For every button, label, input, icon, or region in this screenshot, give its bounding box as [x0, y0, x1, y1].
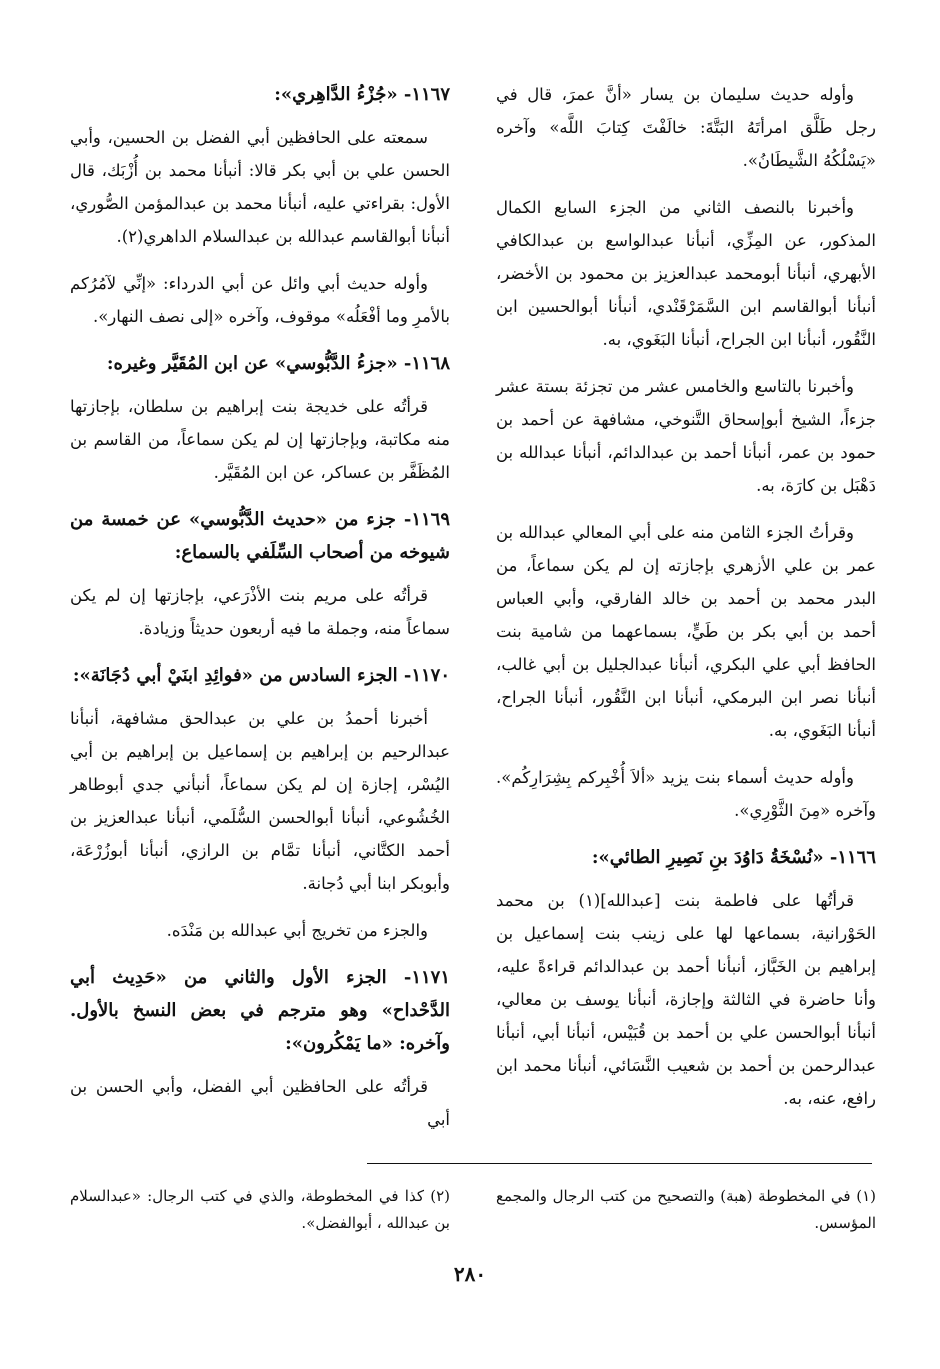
paragraph: قرأتُه على مريم بنت الأذْرَعي، بإجازتها إن لم يكن سماعاً منه، وجملة ما فيه أربعون حديثاً وزيادة.	[70, 586, 450, 638]
paragraph: والجزء من تخريج أبي عبدالله بن مَنْدَه.	[166, 921, 428, 940]
footnote-2: (٢) كذا في المخطوطة، والذي في كتب الرجال: «عبدالسلام بن عبدالله ، أبوالفضل».	[70, 1187, 450, 1232]
footnote-divider	[367, 1163, 872, 1164]
section-heading: ١١٧١- الجزء الأول والثاني من «حَدِيث أبي الدَّحْداح» وهو مترجم في بعض النسخ بالأول. وآخره: «ما يَمْكُرون»:	[70, 967, 450, 1054]
right-column	[496, 78, 876, 1129]
paragraph: سمعته على الحافظين أبي الفضل بن الحسين، وأبي الحسن علي بن أبي بكر قالا: أنبأنا محمد بن أُزْبَك، قال الأول: بقراءتي عليه، أنبأنا محمد بن عبدالمؤمن الصُّوري، أنبأنا أبوالقاسم عبدالله بن عبدالسلام الداهري(٢).	[70, 128, 450, 246]
section-heading: ١١٦٧- «جُزْءُ الدَّاهِري»:	[274, 84, 450, 105]
paragraph: وأوله حديث سليمان بن يسار «أنَّ عمرَ، قال في رجل طَلَّق امرأتَهُ البَتَّةَ: خالَفْتَ كِتابَ اللَّه» وآخره «يَسْلُكُهُ الشَّيطَانُ».	[496, 85, 876, 170]
paragraph: وأخبرنا بالتاسع والخامس عشر من تجزئة بستة عشر جزءاً، الشيخ أبوإسحاق التَّنوخي، مشافهة عن أحمد بن حمود بن عمر، أنبأنا أحمد بن عبدالدائم، أنبأنا عبدالله بن دَهْبَل بن كارَة، به.	[496, 377, 876, 495]
paragraph: قرأتُها على فاطمة بنت [عبدالله](١) بن محمد الحَوْرانية، بسماعها لها على زينب بنت إسماعيل بن إبراهيم بن الخَبَّاز، أنبأنا أحمد بن عبدالدائم قراءةً عليه، وأنا حاضرة في الثالثة وإجازة، أنبأنا يوسف بن معالي، أنبأنا أبوالحسن علي بن أحمد بن قُبَيْس، أنبأنا أبي، أنبأنا عبدالرحمن بن أحمد بن شعيب النَّسَائي، أنبأنا محمد ابن رافع، عنه، به.	[496, 891, 876, 1108]
section-heading: ١١٧٠- الجزء السادس من «فوائِدِ ابنَيْ أبي دُجَانَة»:	[72, 665, 450, 686]
section-heading: ١١٦٦- «نُسْخَةُ دَاوُدَ بنِ نَصِيرِ الطائي»:	[591, 847, 876, 868]
section-heading: ١١٦٨- «جزءُ الدَّبُّوسي» عن ابن المُقَيَّر وغيره:	[106, 353, 450, 374]
paragraph: وأخبرنا بالنصف الثاني من الجزء السابع الكمال المذكور، عن المِزِّي، أنبأنا عبدالواسع بن عبدالكافي الأبهري، أنبأنا أبومحمد عبدالعزيز بن محمود بن الأخضر، أنبأنا أبوالقاسم ابن السَّمَرْقَنْدي، أنبأنا أبوالحسين ابن النَّقُور، أنبأنا ابن الجراح، أنبأنا البَغَوي، به.	[496, 198, 876, 349]
footnote-1: (١) في المخطوطة (هبة) والتصحيح من كتب الرجال والمجمع المؤسس.	[496, 1187, 876, 1232]
paragraph: وقرأتُ الجزء الثامن منه على أبي المعالي عبدالله بن عمر بن علي الأزهري بإجازته إن لم يكن سماعاً، من البدر محمد بن أحمد بن خالد الفارقي، وأبي العباس أحمد بن أبي بكر بن طَيٍّ، بسماعهما من شامية بنت الحافظ أبي علي البكري، أنبأنا عبدالجليل بن أبي غالب، أنبأنا نصر ابن البرمكي، أنبأنا ابن النَّقُور، أنبأنا الجراح، أنبأنا البَغَوي، به.	[496, 523, 876, 740]
paragraph: أخبرنا أحمدُ بن علي بن عبدالحق مشافهة، أنبأنا عبدالرحيم بن إبراهيم بن إسماعيل بن إبراهيم بن أبي اليُسْر، إجازة إن لم يكن سماعاً، أنبأني جدي أبوطاهر الخُشُوعي، أنبأنا أبوالحسن السُّلَمي، أنبأنا عبدالعزيز بن أحمد الكتَّاني، أنبأنا تمَّام بن الرازي، أنبأنا أبوزُرْعَة، وأبوبكر ابنا أبي دُجانة.	[70, 709, 450, 893]
paragraph: قرأتُه على الحافظين أبي الفضل، وأبي الحسن بن أبي	[70, 1077, 450, 1129]
page-number: ٢٨٠	[453, 1262, 487, 1286]
section-heading: ١١٦٩- جزء من «حديث الدَّبُّوسي» عن خمسة من شيوخه من أصحاب السِّلَفي بالسماع:	[70, 509, 450, 563]
paragraph: قرأتُه على خديجة بنت إبراهيم بن سلطان، بإجازتها منه مكاتبة، وبإجازتها إن لم يكن سماعاً، من القاسم بن المُظَفَّر بن عساكر، عن ابن المُقَيَّر.	[70, 397, 450, 482]
left-column	[70, 78, 450, 1150]
paragraph: وأوله حديث أبي وائل عن أبي الدرداء: «إنِّي لآمُرُكم بالأمرِ وما أفْعَلُه» موقوف، وآخره «إلى نصف النهار».	[70, 274, 450, 326]
paragraph: وأوله حديث أسماء بنت يزيد «ألاَ أُخْبِركم بِشِرَارِكُم». وآخره «مِنَ الثَّوْرِي».	[496, 768, 876, 820]
